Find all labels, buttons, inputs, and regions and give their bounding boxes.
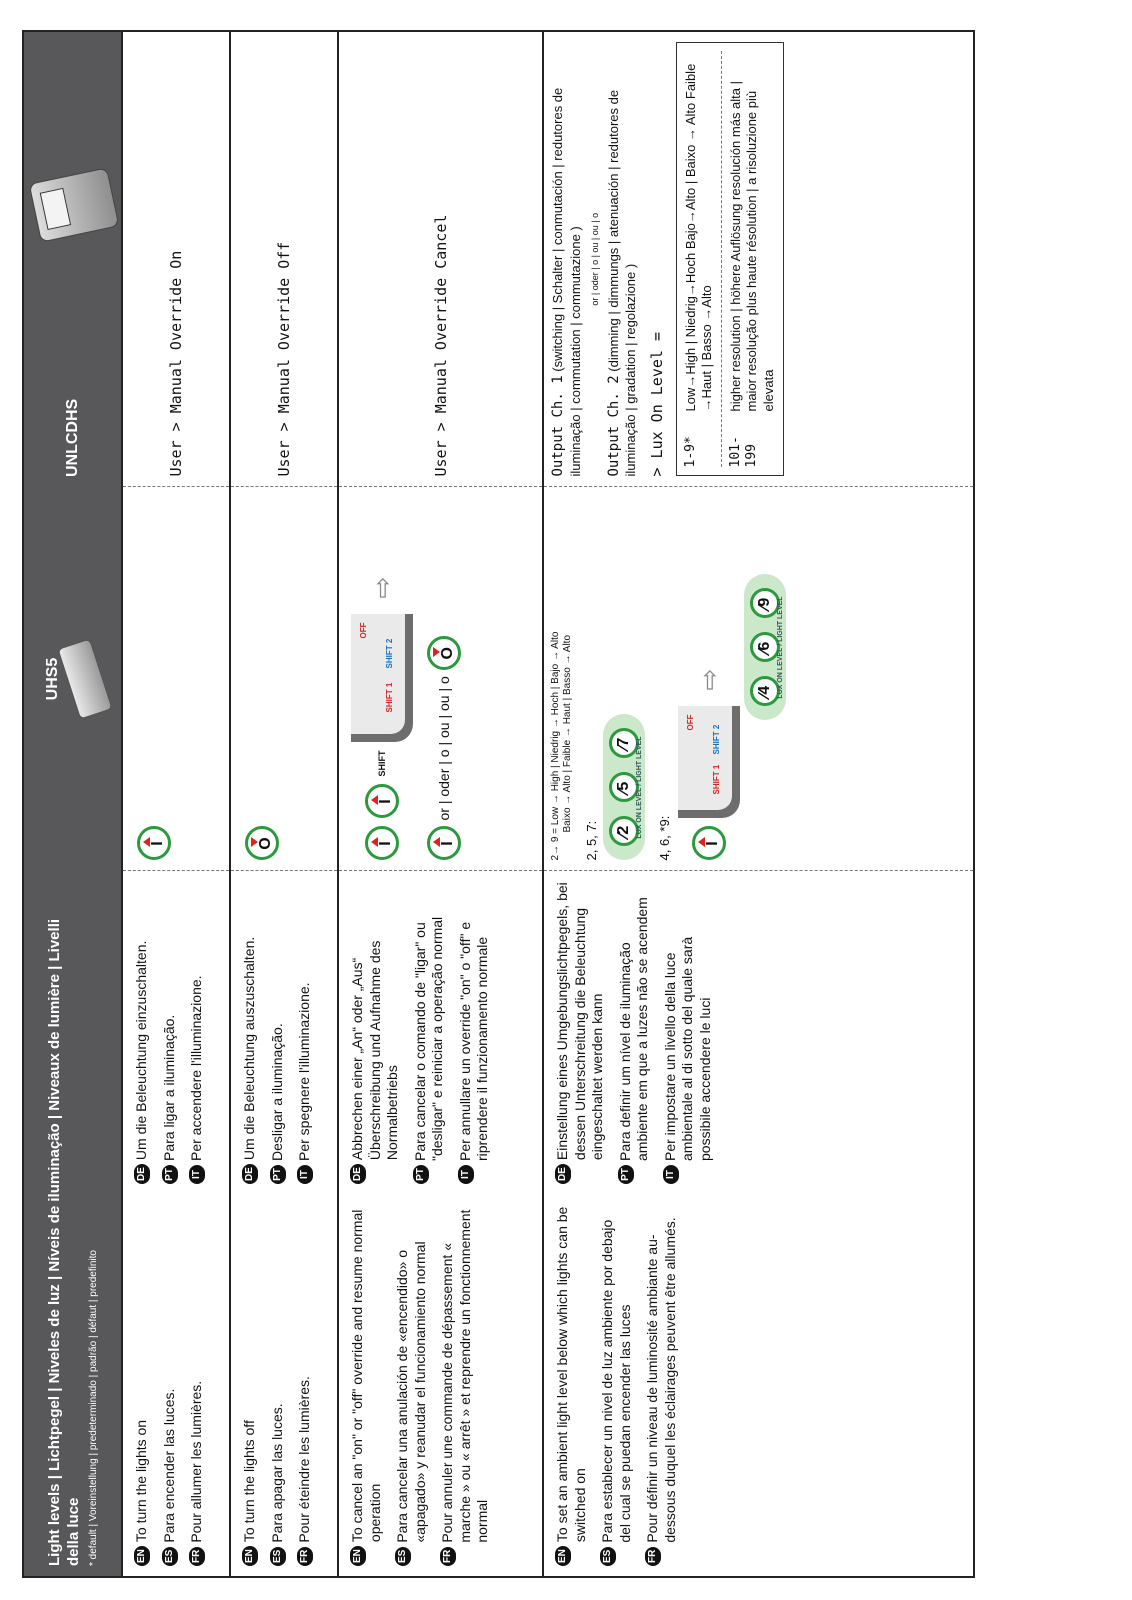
off-label: OFF [686,714,695,731]
or-text: or | oder | o | ou | ou | o [436,676,452,821]
light-levels-table [24,32,973,1576]
row-cancel-unlcdhs [338,32,543,487]
menu-path: User > Manual Override On [167,250,185,477]
steps-469-label: 4, 6, *9: [657,815,672,861]
lang-badge: FR [189,1547,205,1566]
table-header-title-cell [24,871,122,1576]
instruction-text: To turn the lights on [133,1419,149,1543]
shift2-label: SHIFT 2 [712,724,721,755]
row-lux-unlcdhs [543,32,973,487]
on-button-icon: I [427,827,461,861]
lang-badge: FR [297,1547,313,1566]
lang-badge: EN [350,1546,366,1566]
lux-bar-257 [603,715,645,861]
row-lux-level [543,32,973,1576]
row-cancel-uhs5 [338,487,543,871]
lux-level-label: LUX ON LEVEL / LIGHT LEVEL [777,596,784,699]
uhs5-legend-line-2: Baixo → Alto | Faible → Haut | Basso → Alto [562,634,573,833]
lux-9-button-icon: ⁄9 [750,589,780,619]
row-lux-left [543,1194,973,1576]
unlcdhs-handset-icon [28,168,119,243]
lang-badge: FR [440,1547,456,1566]
row-lights-on-left [122,1194,230,1576]
lang-badge: PT [162,1165,178,1184]
lang-badge: EN [555,1546,571,1566]
range-101-199-text: higher resolution | höhere Auflösung resolución más alta | maior resolução plus haute résolution | a risoluzione più elevata [728,80,776,412]
uhs5-remote-icon [57,639,112,720]
instruction-text: Per accendere l'illuminazione. [188,975,204,1161]
lang-badge: EN [134,1546,150,1566]
uhs5-header [24,487,122,871]
lang-badge: IT [189,1165,205,1184]
row-lights-off-uhs5 [230,487,338,871]
page-title: Light levels | Lichtpegel | Niveles de luz | Níveis de iluminação | Niveaux de lumière | Livelli della luce [46,918,82,1566]
menu-path: User > Manual Override Off [275,241,293,477]
lang-badge: IT [458,1165,474,1184]
range-1-9-code: 1-9* [682,436,698,468]
instruction-text: Para establecer un nivel de luz ambiente por debajo del cual se puedan encender las luces [599,1219,633,1543]
remote-panel-illustration [678,707,740,819]
lux-6-button-icon: ⁄6 [750,633,780,663]
lang-badge: DE [350,1164,366,1184]
shift2-label: SHIFT 2 [385,638,394,669]
row-lights-off [230,32,338,1576]
lang-badge: DE [134,1164,150,1184]
row-lux-uhs5 [543,487,973,871]
instruction-text: Pour définir un niveau de luminosité ambiante au-dessous duquel les éclairages peuvent être allumés. [644,1217,678,1543]
range-1-9-text: Low→High | Niedrig→Hoch Bajo→Alto | Baixo → Alto Faible →Haut | Basso →Alto [682,63,714,412]
header-row [24,32,122,1576]
shift-on-button-icon: I [365,785,399,819]
lux-2-button-icon: ⁄2 [609,817,639,847]
document-frame [22,30,975,1578]
output-ch2-code: Output Ch. 2 [605,375,622,477]
row-lights-off-mid [230,871,338,1194]
lux-bar-469 [744,575,786,721]
instruction-text: Para definir um nível de iluminação ambiente em que a luzes não se acendem [616,897,650,1161]
instruction-text: Um die Beleuchtung einzuschalten. [133,940,149,1161]
off-button-icon: O [427,636,461,670]
instruction-text: Para ligar a iluminação. [160,1014,177,1161]
uhs5-legend-line-1: 2→ 9 = Low → High | Niedrig → Hoch | Bajo → Alto [550,631,561,861]
row-lights-on [122,32,230,1576]
page-subtitle: * default | Voreinstellung | predeterminado | padrão | défaut | predefinito [87,1250,99,1566]
shift-label: SHIFT [377,750,387,777]
lang-badge: PT [618,1165,634,1184]
instruction-text: Abbrechen einer „An“ oder „Aus“ Überschreibung und Aufnahme des Normalbetriebs [349,940,400,1161]
lux-on-level-path: > Lux On Level = [647,332,666,477]
row-lights-on-unlcdhs [122,32,230,487]
lang-badge: IT [663,1165,679,1184]
instruction-text: Per annullare un override "on" o "off" e riprendere il funzionamento normale [456,921,490,1161]
row-cancel-left [338,1194,543,1576]
shift-button-icon: I [365,827,399,861]
lang-badge: ES [270,1547,286,1566]
lang-badge: PT [413,1165,429,1184]
instruction-text: Um die Beleuchtung auszuschalten. [241,936,257,1161]
steps-257-label: 2, 5, 7: [584,820,599,861]
instruction-text: Per spegnere l'illuminazione. [296,982,312,1161]
arrow-right-icon: ⇨ [693,668,724,691]
lang-badge: PT [270,1165,286,1184]
instruction-text: Para cancelar una anulación de «encendido» o «apagado» y reanudar el funcionamiento normal [394,1241,428,1543]
row-lights-on-mid [122,871,230,1194]
instruction-text: Desligar a iluminação. [268,1023,285,1161]
menu-path: User > Manual Override Cancel [431,214,450,477]
instruction-text: Para encender las luces. [160,1388,177,1543]
lux-4-button-icon: ⁄4 [750,677,780,707]
instruction-text: Para apagar las luces. [268,1403,285,1543]
output-ch2-text: (dimming | dimmungs | atenuación | redutores de iluminação | gradation | regolazione ) [605,89,639,477]
lang-badge: ES [395,1547,411,1566]
lang-badge: FR [645,1547,661,1566]
unlcdhs-label: UNLCDHS [63,398,81,477]
off-label: OFF [359,622,368,639]
lang-badge: ES [162,1547,178,1566]
instruction-text: Para cancelar o comando de "ligar" ou "desligar" e reiniciar a operação normal [411,916,445,1161]
instruction-text: Pour annuler une commande de dépassement « marche » ou « arrêt » et reprendre un fonctionnement normal [439,1209,490,1543]
instruction-text: To cancel an "on" or "off" override and resume normal operation [349,1209,383,1543]
instruction-text: Pour éteindre les lumières. [296,1376,312,1543]
lang-badge: IT [297,1165,313,1184]
on-button-icon: I [137,827,171,861]
range-box [676,42,784,477]
row-lights-on-uhs5 [122,487,230,871]
remote-panel-illustration [351,615,413,743]
lang-badge: ES [600,1547,616,1566]
shift1-label: SHIFT 1 [712,764,721,795]
instruction-text: Einstellung eines Umgebungslichtpegels, bei dessen Unterschreitung die Beleuchtung eingeschaltet werden kann [554,882,605,1161]
shift-button-icon: I [692,827,726,861]
off-button-icon: O [245,827,279,861]
or-small-text: or | oder | o | ou | ou | o [589,212,600,306]
instruction-text: To set an ambient light level below which lights can be switched on [554,1206,588,1543]
instruction-text: Pour allumer les lumières. [188,1380,204,1543]
row-lights-off-left [230,1194,338,1576]
row-cancel-mid [338,871,543,1194]
lang-badge: DE [555,1164,571,1184]
output-ch1-text: (switching | Schalter | conmutación | redutores de iluminação | commutation | commutazione ) [550,87,583,477]
shift1-label: SHIFT 1 [385,682,394,713]
instruction-text: Per impostare un livello della luce ambientale al di sotto del quale sarà possibile accendere le luci [661,936,713,1161]
unlcdhs-header [24,32,122,487]
lux-5-button-icon: ⁄5 [609,773,639,803]
arrow-right-icon: ⇨ [366,576,397,599]
row-cancel-override [338,32,543,1576]
row-lights-off-unlcdhs [230,32,338,487]
lux-level-label: LUX ON LEVEL / LIGHT LEVEL [636,736,643,839]
row-lux-mid [543,871,973,1194]
instruction-text: To turn the lights off [241,1420,257,1543]
range-101-199-code: 101-199 [728,436,760,468]
lux-7-button-icon: ⁄7 [609,729,639,759]
lang-badge: DE [242,1164,258,1184]
uhs5-label: UHS5 [43,657,61,701]
lang-badge: EN [242,1546,258,1566]
output-ch1-code: Output Ch. 1 [550,375,566,477]
